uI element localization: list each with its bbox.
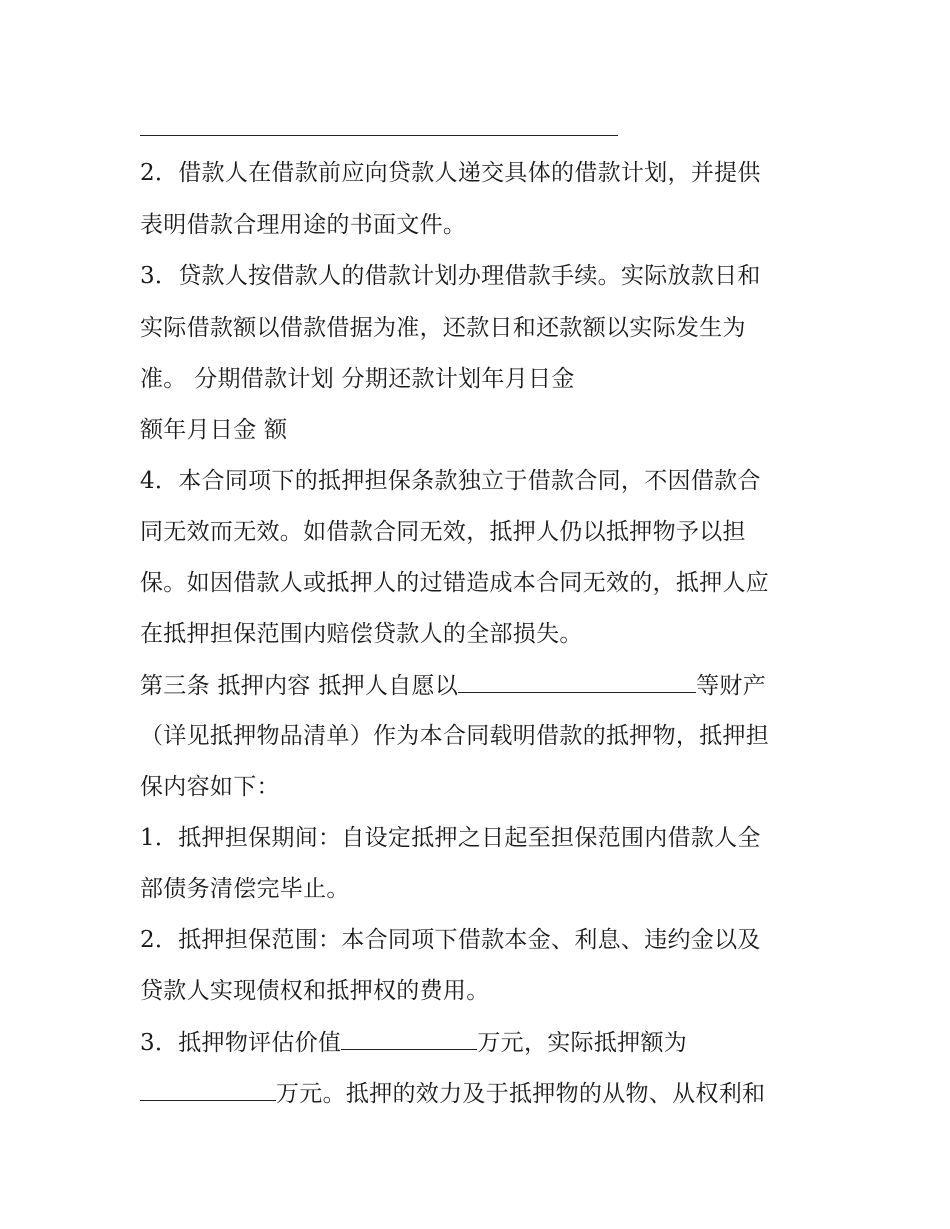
text-fragment: 万元。抵押的效力及于抵押物的从物、从权利和 <box>276 1081 766 1107</box>
text-line: 额年月日金 额 <box>140 417 288 443</box>
text-line: （详见抵押物品清单）作为本合同载明借款的抵押物，抵押担 <box>140 723 770 749</box>
clause-three-heading: 第三条 抵押内容 抵押人自愿以 <box>140 673 459 699</box>
text-line: 保。如因借款人或抵押人的过错造成本合同无效的，抵押人应 <box>140 570 770 596</box>
text-line: 部债务清偿完毕止。 <box>140 876 350 902</box>
text-line-with-blank <box>140 1078 765 1108</box>
text-line: 2．借款人在借款前应向贷款人递交具体的借款计划，并提供 <box>140 160 761 186</box>
text-line: 在抵押担保范围内赔偿贷款人的全部损失。 <box>140 621 583 647</box>
top-blank-rule <box>140 135 618 136</box>
text-line: 同无效而无效。如借款合同无效，抵押人仍以抵押物予以担 <box>140 519 746 545</box>
text-line: 3．贷款人按借款人的借款计划办理借款手续。实际放款日和 <box>140 263 761 289</box>
text-line-with-blank <box>140 1027 687 1057</box>
text-fragment: 等财产 <box>696 673 767 699</box>
text-line: 准。 分期借款计划 分期还款计划年月日金 <box>140 366 575 392</box>
text-line: 1．抵押担保期间：自设定抵押之日起至担保范围内借款人全 <box>140 825 761 851</box>
text-line: 实际借款额以借款借据为准，还款日和还款额以实际发生为 <box>140 315 746 341</box>
text-line: 表明借款合理用途的书面文件。 <box>140 212 467 238</box>
text-line: 贷款人实现债权和抵押权的费用。 <box>140 978 490 1004</box>
fill-in-blank[interactable] <box>341 1027 477 1050</box>
fill-in-blank[interactable] <box>140 1078 276 1101</box>
text-fragment: 万元，实际抵押额为 <box>477 1030 688 1056</box>
text-fragment: 3．抵押物评估价值 <box>140 1030 342 1056</box>
fill-in-blank[interactable] <box>458 670 696 693</box>
text-line: 4．本合同项下的抵押担保条款独立于借款合同，不因借款合 <box>140 468 761 494</box>
text-line: 2．抵押担保范围：本合同项下借款本金、利息、违约金以及 <box>140 927 761 953</box>
text-line: 保内容如下： <box>140 774 280 800</box>
text-line-with-blank <box>140 670 766 700</box>
